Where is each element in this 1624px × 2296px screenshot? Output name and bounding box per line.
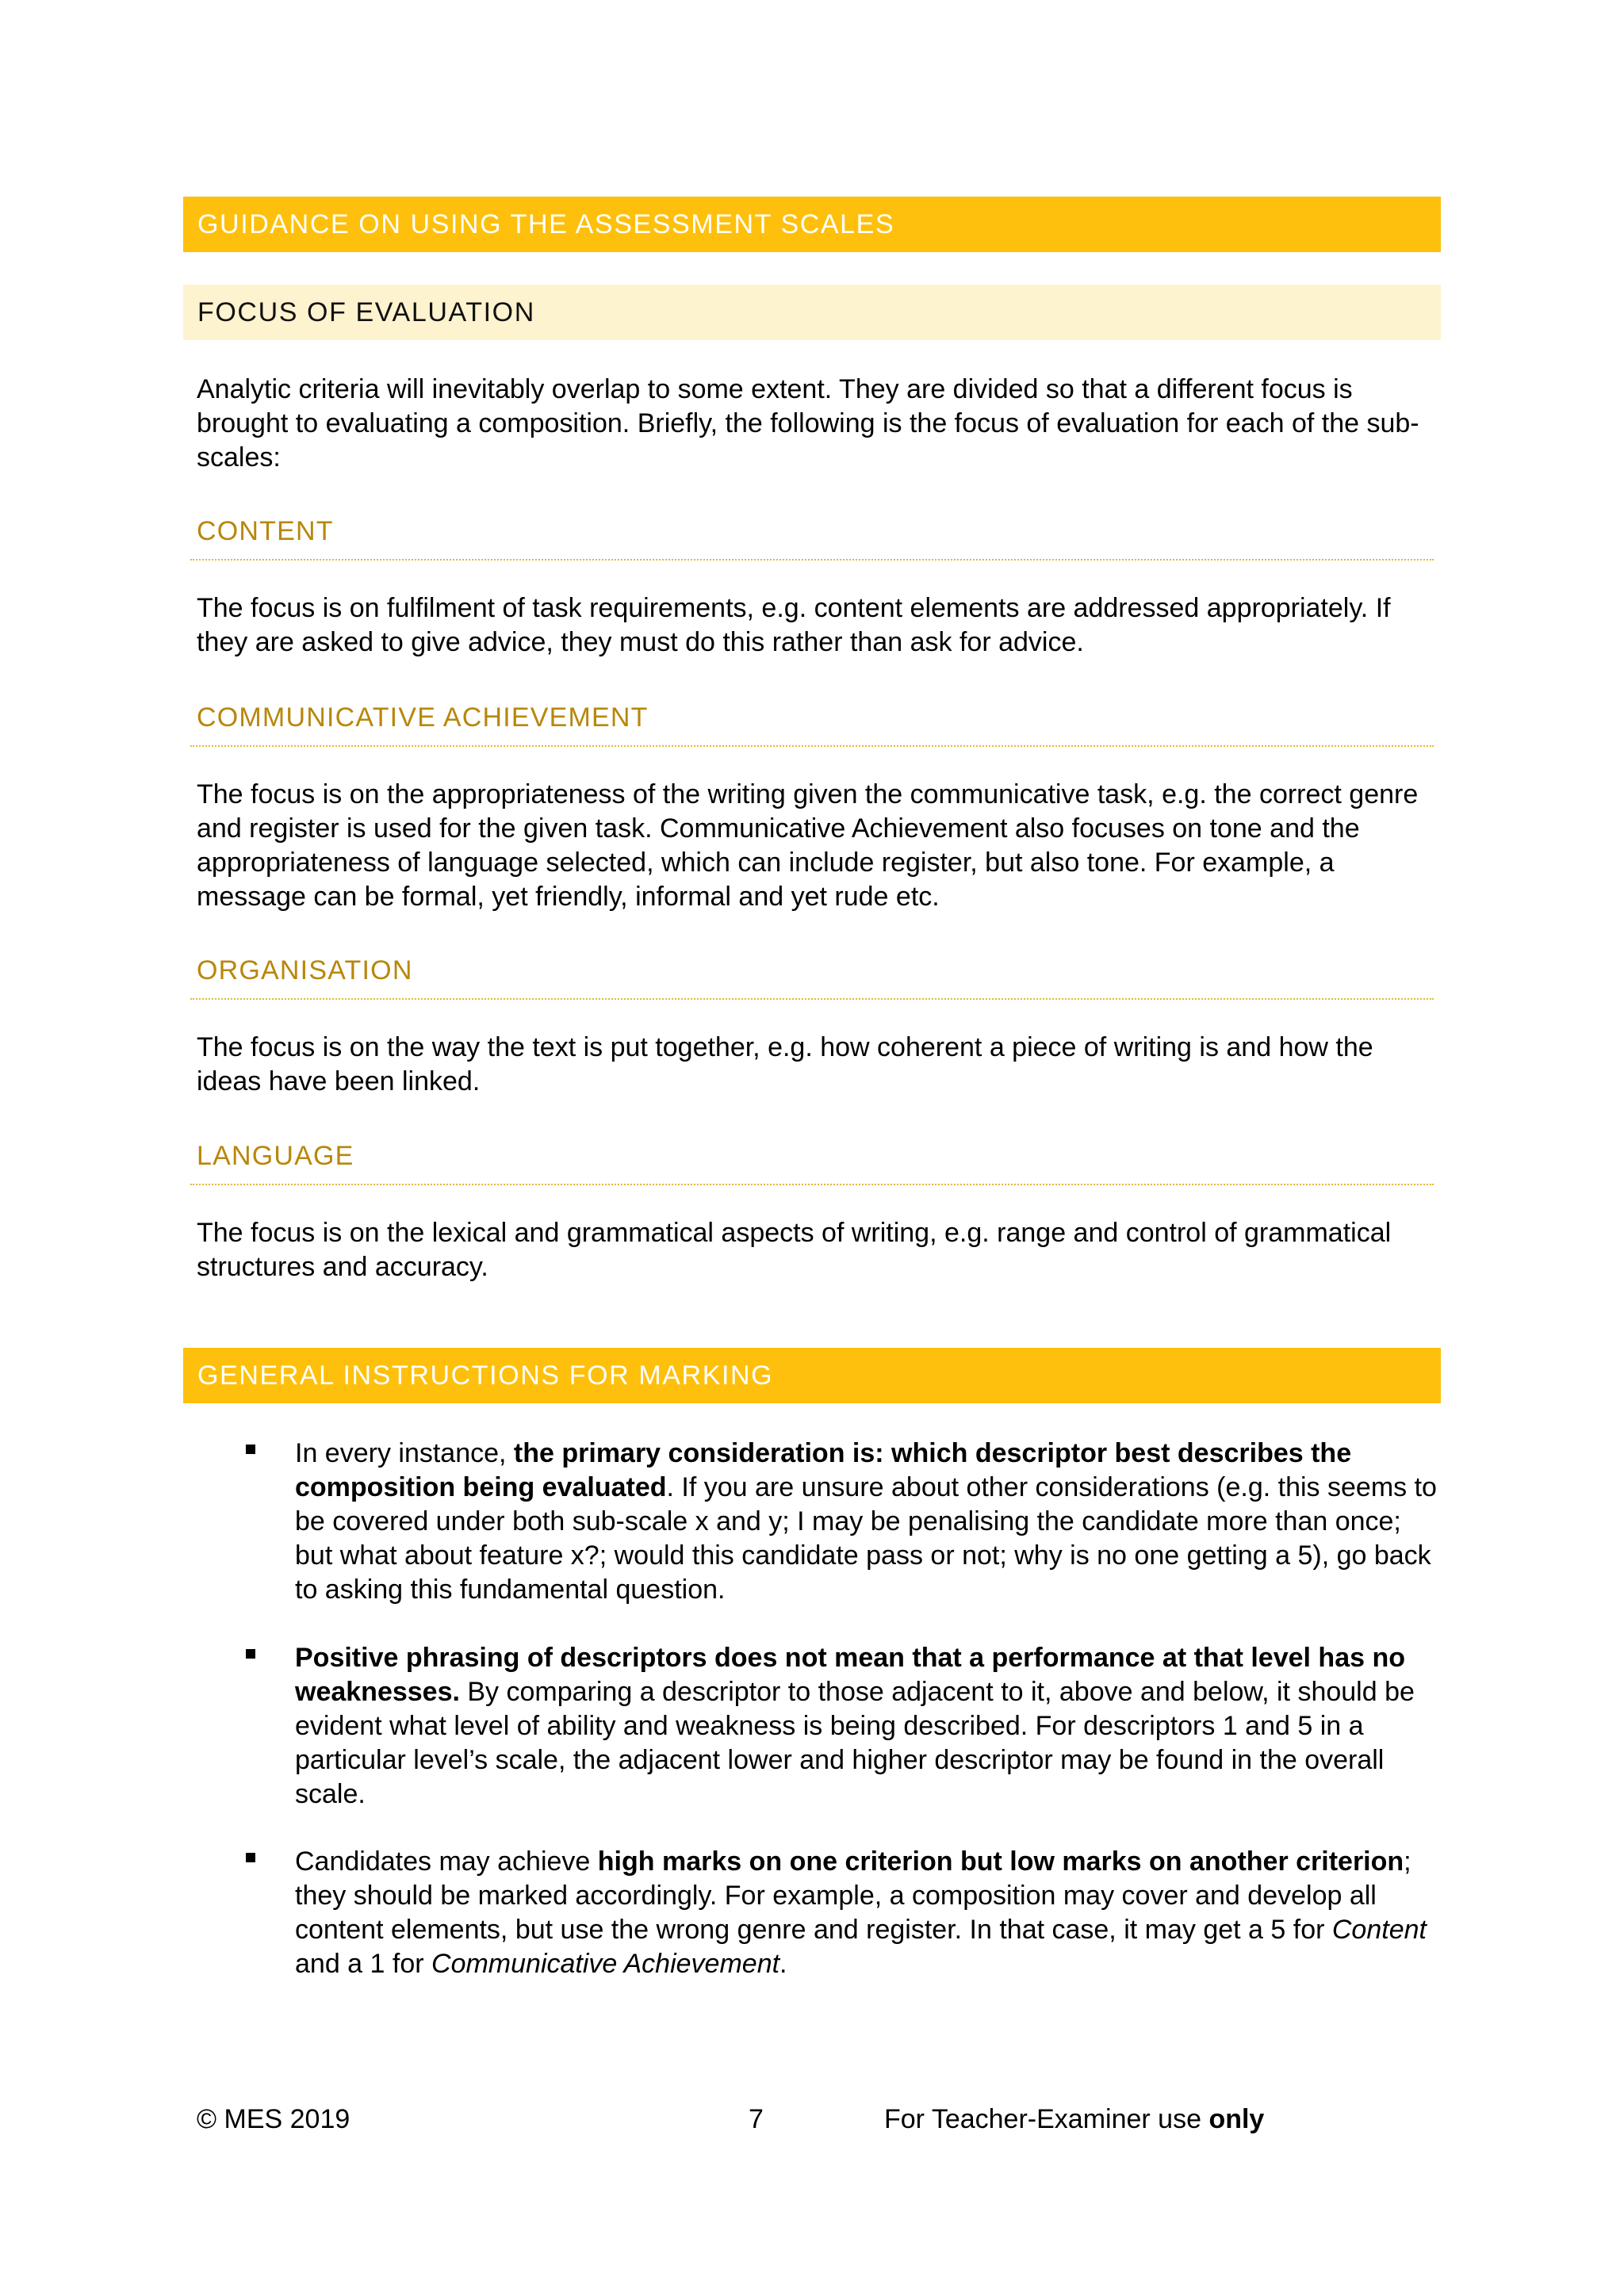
bullet-rest-text: ; they should be marked accordingly. For example, a composition may cover and develop all content elements, but use the wrong genre and register. In that case, it may get a 5 for [295, 1846, 1411, 1945]
criterion-heading-language: LANGUAGE [197, 1141, 354, 1171]
footer-usage-text: For Teacher-Examiner use [884, 2104, 1209, 2134]
dotted-divider [190, 1184, 1434, 1185]
instruction-bullet-2 [295, 1641, 1437, 1812]
bullet-rest-text: . If you are unsure about other considerations (e.g. this seems to be covered under both sub-scale x and y; I may be penalising the candidate more than once; but what about feature x?; would this candidate pass or not; why is no one getting a 5), go back to asking this fundamental question. [295, 1472, 1437, 1605]
bullet-italic-content: Content [1331, 1915, 1427, 1945]
section-heading-general-instructions [183, 1348, 1441, 1403]
criterion-text-language: The focus is on the lexical and grammatical aspects of writing, e.g. range and control of grammatical structures and accuracy. [197, 1218, 1392, 1282]
criterion-text-content: The focus is on fulfilment of task requirements, e.g. content elements are addressed appropriately. If they are asked to give advice, they must do this rather than ask for advice. [197, 593, 1391, 657]
bullet-lead-text: In every instance, [295, 1438, 514, 1468]
footer-usage-note [884, 2103, 1264, 2135]
bullet-rest-text: . [779, 1949, 787, 1979]
bullet-marker [246, 1853, 255, 1862]
section-heading-text: GENERAL INSTRUCTIONS FOR MARKING [197, 1360, 774, 1391]
criterion-heading-organisation: ORGANISATION [197, 955, 413, 985]
criterion-text-communicative-achievement: The focus is on the appropriateness of the writing given the communicative task, e.g. the correct genre and register is used for the given task. Communicative Achievement also focuses on tone and the appropriateness of language selected, which can include register, but also tone. For example, a message can be formal, yet friendly, informal and yet rude etc. [197, 779, 1419, 912]
footer-usage-emphasis: only [1208, 2104, 1265, 2134]
instruction-bullet-1 [295, 1437, 1437, 1607]
section-heading-guidance [183, 197, 1441, 252]
bullet-bold-text: high marks on one criterion but low marks on another criterion [597, 1846, 1404, 1877]
bullet-rest-text: and a 1 for [295, 1949, 432, 1979]
subsection-heading-text: FOCUS OF EVALUATION [197, 297, 535, 327]
dotted-divider [190, 745, 1434, 747]
criterion-heading-content: CONTENT [197, 516, 334, 546]
footer-page-number: 7 [749, 2104, 764, 2134]
criterion-text-organisation: The focus is on the way the text is put together, e.g. how coherent a piece of writing is and how the ideas have been linked. [197, 1032, 1373, 1096]
instruction-bullet-3 [295, 1845, 1437, 1981]
bullet-rest-text: By comparing a descriptor to those adjacent to it, above and below, it should be evident what level of ability and weakness is being described. For descriptors 1 and 5 in a particular level’s scale, the adjacent lower and higher descriptor may be found in the overall scale. [295, 1677, 1415, 1809]
section-heading-text: GUIDANCE ON USING THE ASSESSMENT SCALES [197, 209, 895, 239]
bullet-marker [246, 1445, 255, 1454]
footer-copyright: © MES 2019 [197, 2104, 350, 2134]
bullet-marker [246, 1649, 255, 1659]
bullet-bold-text: the primary consideration is: which descriptor best describes the composition being evaluated [295, 1438, 1352, 1502]
bullet-lead-text: Candidates may achieve [295, 1846, 598, 1877]
intro-paragraph: Analytic criteria will inevitably overlap to some extent. They are divided so that a different focus is brought to evaluating a composition. Briefly, the following is the focus of evaluation for each of the sub-scales: [197, 374, 1419, 473]
bullet-bold-text: Positive phrasing of descriptors does not mean that a performance at that level has no weaknesses. [295, 1643, 1405, 1707]
subsection-heading-focus [183, 285, 1441, 340]
bullet-italic-communicative-achievement: Communicative Achievement [431, 1949, 780, 1979]
dotted-divider [190, 559, 1434, 561]
criterion-heading-communicative-achievement: COMMUNICATIVE ACHIEVEMENT [197, 702, 649, 733]
dotted-divider [190, 998, 1434, 1000]
